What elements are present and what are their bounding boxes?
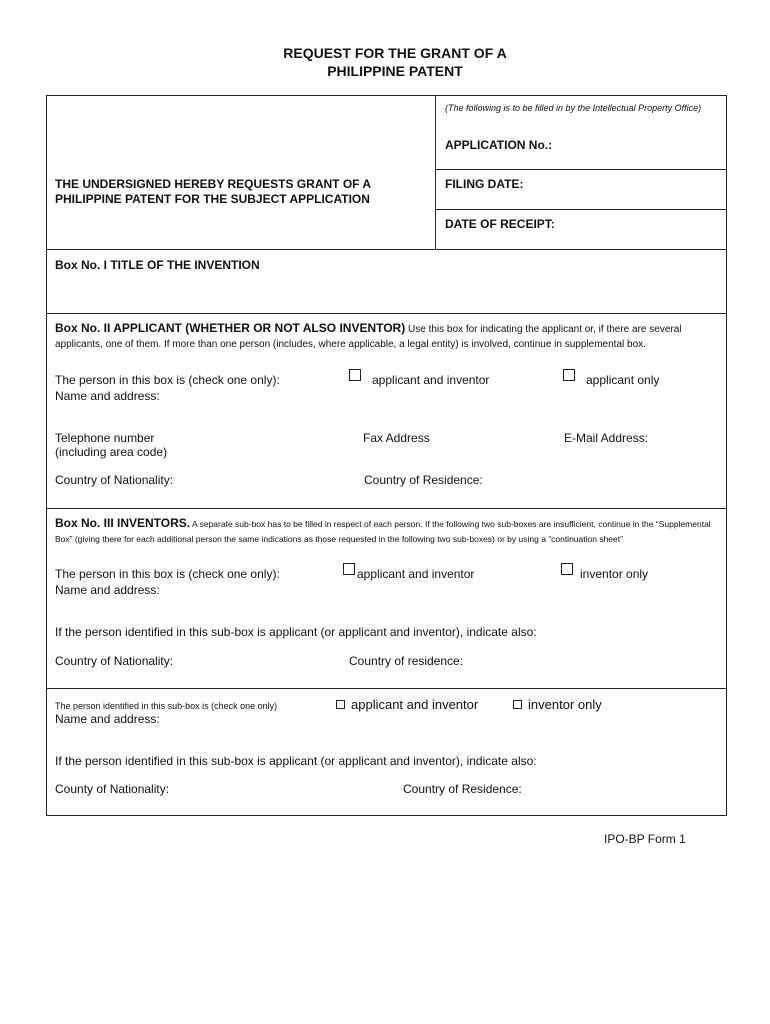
header-divider: [435, 95, 436, 249]
request-statement: THE UNDERSIGNED HEREBY REQUESTS GRANT OF A PHILIPPINE PATENT FOR THE SUBJECT APPLICATION: [55, 177, 371, 206]
box3-nationality-label: Country of Nationality:: [55, 654, 174, 668]
box1-title: Box No. I TITLE OF THE INVENTION: [55, 258, 260, 272]
date-of-receipt-label: DATE OF RECEIPT:: [445, 217, 555, 231]
subbox-inventor-only-checkbox[interactable]: [513, 700, 522, 709]
box1-top-line: [46, 249, 727, 250]
box3-indicate-also: If the person identified in this sub-box is applicant (or applicant and inventor), indicate also:: [55, 625, 537, 639]
box2-check-prompt: The person in this box is (check one only):: [55, 373, 280, 387]
subbox-nationality-label: County of Nationality:: [55, 782, 170, 796]
box2-header: [55, 321, 720, 351]
filing-date-label: FILING DATE:: [445, 177, 524, 191]
office-divider-1: [435, 169, 727, 170]
box3-residence-label: Country of residence:: [349, 654, 464, 668]
box3-name-address-label: Name and address:: [55, 583, 160, 597]
box3-applicant-inventor-checkbox[interactable]: [343, 563, 355, 575]
box2-telephone-note: (including area code): [55, 445, 168, 459]
box3-option2-label: inventor only: [580, 567, 649, 581]
box2-option2-label: applicant only: [586, 373, 660, 387]
subbox-applicant-inventor-checkbox[interactable]: [336, 700, 345, 709]
subbox-option2-label: inventor only: [528, 697, 602, 712]
box2-applicant-only-checkbox[interactable]: [563, 369, 575, 381]
box2-fax-label: Fax Address: [363, 431, 430, 445]
office-divider-2: [435, 209, 727, 210]
box2-telephone-label: Telephone number: [55, 431, 155, 445]
box3-title: Box No. III INVENTORS.: [55, 516, 191, 530]
form-id: IPO-BP Form 1: [604, 832, 686, 846]
subbox-residence-label: Country of Residence:: [403, 782, 522, 796]
box3-header: [55, 516, 720, 546]
subbox-indicate-also: If the person identified in this sub-box is applicant (or applicant and inventor), indicate also:: [55, 754, 537, 768]
box3-inventor-only-checkbox[interactable]: [561, 563, 573, 575]
subbox-name-address-label: Name and address:: [55, 712, 160, 726]
subbox-top-line: [46, 688, 727, 689]
subbox-option1-label: applicant and inventor: [351, 697, 479, 712]
box2-title: Box No. II APPLICANT (WHETHER OR NOT ALSO INVENTOR): [55, 321, 406, 335]
box2-email-label: E-Mail Address:: [564, 431, 649, 445]
box3-option1-label: applicant and inventor: [357, 567, 475, 581]
box2-applicant-inventor-checkbox[interactable]: [349, 369, 361, 381]
box3-check-prompt: The person in this box is (check one only):: [55, 567, 280, 581]
box2-residence-label: Country of Residence:: [364, 473, 483, 487]
box2-option1-label: applicant and inventor: [372, 373, 490, 387]
box2-top-line: [46, 313, 727, 314]
subbox-check-prompt: The person identified in this sub-box is (check one only): [55, 701, 278, 711]
application-no-label: APPLICATION No.:: [445, 138, 553, 152]
box2-nationality-label: Country of Nationality:: [55, 473, 174, 487]
office-use-note: (The following is to be filled in by the Intellectual Property Office): [445, 103, 702, 113]
form-title-line2: PHILIPPINE PATENT: [327, 63, 463, 79]
box3-instructions: A separate sub-box has to be filled in respect of each person. If the following two sub-boxes are insufficient, continue in the “Supplemental Box” (giving there for each additional person the same indications as those requested in the following two sub-boxes) or by using a “continuation sheet”: [55, 519, 711, 544]
form-title-line1: REQUEST FOR THE GRANT OF A: [283, 45, 507, 61]
box2-instructions: Use this box for indicating the applicant or, if there are several applicants, one of them. If more than one person (includes, where applicable, a legal entity) is involved, continue in supplemental box.: [55, 324, 682, 350]
box2-name-address-label: Name and address:: [55, 389, 160, 403]
box3-top-line: [46, 508, 727, 509]
